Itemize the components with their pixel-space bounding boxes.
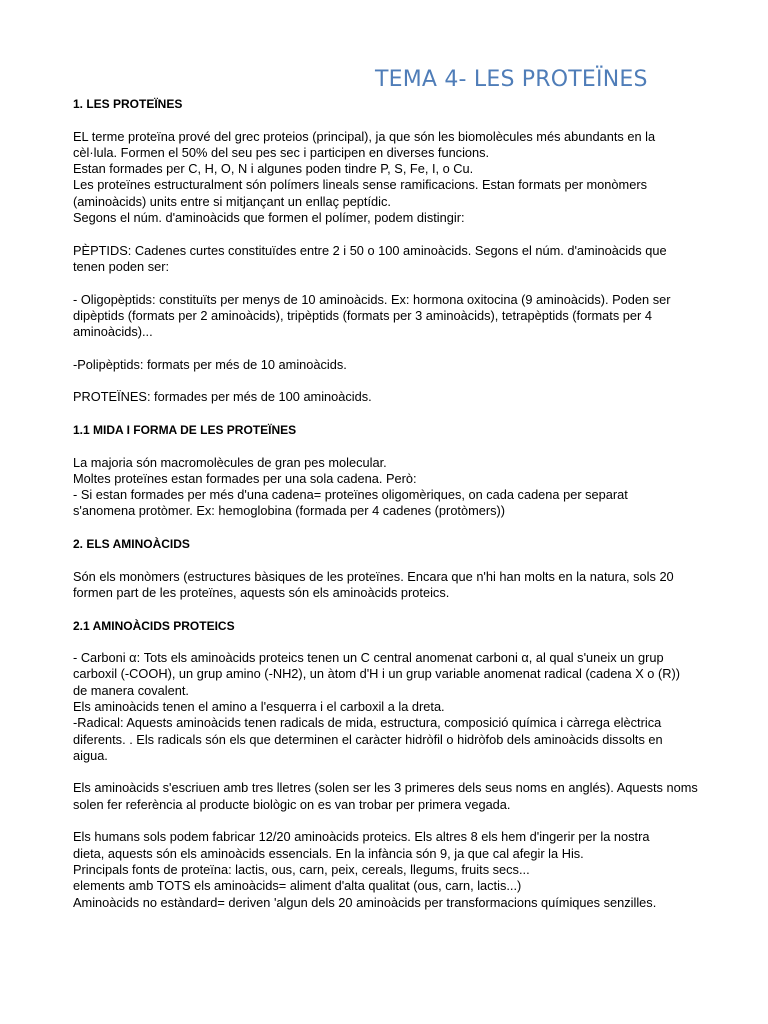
spacer bbox=[73, 552, 699, 568]
spacer bbox=[73, 275, 699, 291]
spacer bbox=[73, 340, 699, 356]
spacer bbox=[73, 601, 699, 617]
paragraph: - Carboni α: Tots els aminoàcids proteics tenen un C central anomenat carboni α, al qual s'uneix un grup carboxil (-COOH), un grup amino (-NH2), un àtom d'H i un grup variable anomenat radical (cadena X o (R)) de manera covalent. Els aminoàcids tenen el amino a l'esquerra i el carboxil a la dreta. -Radical: Aquests aminoàcids tenen radicals de mida, estructura, composició química i càrrega elèctrica diferents. . Els radicals són els que determinen el caràcter hidròfil o hidròfob dels aminoàcids dissolts en aigua. bbox=[73, 650, 680, 763]
spacer bbox=[73, 226, 699, 242]
paragraph: Els humans sols podem fabricar 12/20 aminoàcids proteics. Els altres 8 els hem d'ingerir per la nostra dieta, aquests són els aminoàcids essencials. En la infància són 9, ja que cal afegir la His. Principals fonts de proteïna: lactis, ous, carn, peix, cereals, llegums, fruits secs... elements amb TOTS els aminoàcids= aliment d'alta qualitat (ous, carn, lactis...) Aminoàcids no estàndard= deriven 'algun dels 20 aminoàcids per transformacions químiques senzilles. bbox=[73, 829, 657, 910]
spacer bbox=[73, 406, 699, 422]
spacer bbox=[73, 634, 699, 650]
document-title: TEMA 4- LES PROTEÏNES bbox=[375, 67, 648, 92]
paragraph: La majoria són macromolècules de gran pes molecular. Moltes proteïnes estan formades per una sola cadena. Però: - Si estan formades per més d'una cadena= proteïnes oligomèriques, on cada cadena per separat s'anomena protòmer. Ex: hemoglobina (formada per 4 cadenes (protòmers)) bbox=[73, 454, 628, 519]
spacer bbox=[73, 764, 699, 780]
paragraph: - Oligopèptids: constituïts per menys de 10 aminoàcids. Ex: hormona oxitocina (9 aminoàcids). Poden ser dipèptids (formats per 2 aminoàcids), tripèptids (formats per 3 aminoàcids), tetrapèptids (formats per 4 aminoàcids)... bbox=[73, 291, 671, 340]
document-page bbox=[73, 64, 699, 911]
paragraph: Els aminoàcids s'escriuen amb tres lletres (solen ser les 3 primeres dels seus noms en anglés). Aquests noms solen fer referència al producte biològic on es van trobar per primera vegada. bbox=[73, 780, 698, 812]
paragraph: PROTEÏNES: formades per més de 100 aminoàcids. bbox=[73, 389, 372, 405]
section-heading: 1.1 MIDA I FORMA DE LES PROTEÏNES bbox=[73, 422, 297, 437]
section-heading: 2.1 AMINOÀCIDS PROTEICS bbox=[73, 618, 235, 633]
paragraph: Són els monòmers (estructures bàsiques de les proteïnes. Encara que n'hi han molts en la natura, sols 20 formen part de les proteïnes, aquests són els aminoàcids proteics. bbox=[73, 568, 674, 600]
paragraph: EL terme proteïna prové del grec proteios (principal), ja que són les biomolècules més abundants en la cèl·lula. Formen el 50% del seu pes sec i participen en diverses funcions. Estan formades per C, H, O, N i algunes poden tindre P, S, Fe, I, o Cu. Les proteïnes estructuralment són polímers lineals sense ramificacions. Estan formats per monòmers (aminoàcids) units entre si mitjançant un enllaç peptídic. Segons el núm. d'aminoàcids que formen el polímer, podem distingir: bbox=[73, 128, 656, 226]
spacer bbox=[73, 813, 699, 829]
spacer bbox=[73, 373, 699, 389]
spacer bbox=[73, 520, 699, 536]
spacer bbox=[73, 112, 699, 128]
section-heading: 1. LES PROTEÏNES bbox=[73, 97, 183, 111]
paragraph: PÈPTIDS: Cadenes curtes constituïdes entre 2 i 50 o 100 aminoàcids. Segons el núm. d'aminoàcids que tenen poden ser: bbox=[73, 242, 667, 274]
section-heading: 2. ELS AMINOÀCIDS bbox=[73, 537, 190, 552]
paragraph: -Polipèptids: formats per més de 10 aminoàcids. bbox=[73, 356, 347, 372]
spacer bbox=[73, 438, 699, 454]
